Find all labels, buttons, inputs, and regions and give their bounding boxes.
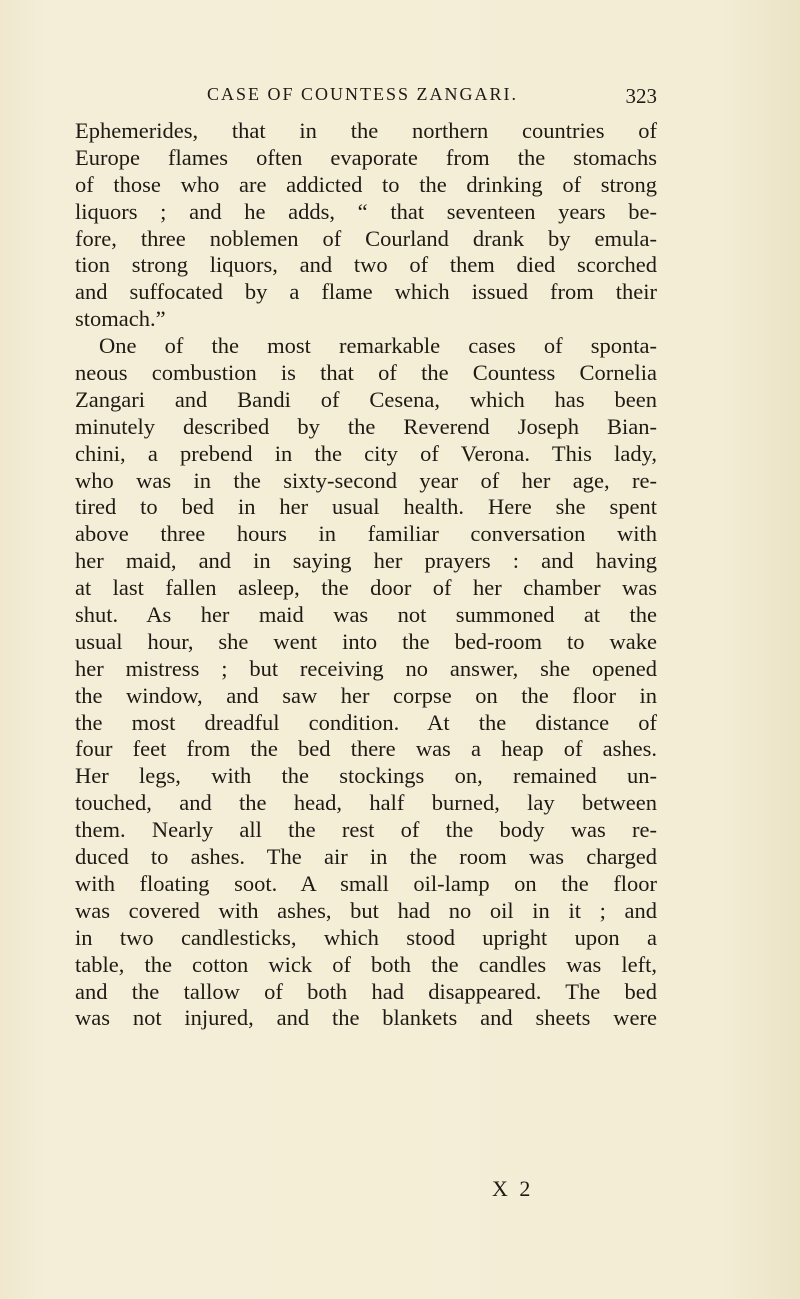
text-line: Her legs, with the stockings on, remained un- (75, 763, 657, 789)
text-line: usual hour, she went into the bed-room to wake (75, 628, 657, 654)
text-line: liquors ; and he adds, “ that seventeen years be- (75, 198, 657, 224)
text-line: the window, and saw her corpse on the floor in (75, 682, 657, 708)
text-line: and suffocated by a flame which issued from their (75, 279, 657, 305)
text-line: neous combustion is that of the Countess Cornelia (75, 360, 657, 386)
text-line: fore, three noblemen of Courland drank by emula- (75, 225, 657, 251)
text-line: with floating soot. A small oil-lamp on the floor (75, 870, 657, 896)
text-line: table, the cotton wick of both the candles was left, (75, 951, 657, 977)
text-line: of those who are addicted to the drinking of strong (75, 171, 657, 197)
signature-mark: X 2 (492, 1176, 534, 1201)
text-line: her maid, and in saying her prayers : and having (75, 548, 657, 574)
text-line: tion strong liquors, and two of them died scorched (75, 252, 657, 278)
text-line: them. Nearly all the rest of the body was re- (75, 817, 657, 843)
text-line: shut. As her maid was not summoned at the (75, 602, 657, 628)
text-line: chini, a prebend in the city of Verona. This lady, (75, 440, 657, 466)
text-line: Zangari and Bandi of Cesena, which has been (75, 386, 657, 412)
text-line: Europe flames often evaporate from the stomachs (75, 144, 657, 170)
text-line: stomach.” (75, 306, 166, 332)
text-line: four feet from the bed there was a heap of ashes. (75, 736, 657, 762)
text-line: the most dreadful condition. At the distance of (75, 709, 657, 735)
page-header (75, 84, 657, 114)
text-line: her mistress ; but receiving no answer, she opened (75, 655, 657, 681)
text-line: Ephemerides, that in the northern countries of (75, 118, 657, 143)
text-line: One of the most remarkable cases of sponta- (99, 333, 657, 359)
text-line: tired to bed in her usual health. Here she spent (75, 494, 657, 520)
running-head: CASE OF COUNTESS ZANGARI. (207, 84, 519, 104)
text-line: and the tallow of both had disappeared. The bed (75, 978, 657, 1004)
text-line: who was in the sixty-second year of her age, re- (75, 467, 657, 493)
text-line: was covered with ashes, but had no oil in it ; and (75, 897, 657, 923)
text-line: above three hours in familiar conversation with (75, 521, 657, 547)
text-line: duced to ashes. The air in the room was charged (75, 844, 657, 870)
text-line: touched, and the head, half burned, lay between (75, 790, 657, 816)
text-line: in two candlesticks, which stood upright upon a (75, 924, 657, 950)
text-line: minutely described by the Reverend Joseph Bian- (75, 413, 657, 439)
text-line: at last fallen asleep, the door of her chamber was (75, 575, 657, 601)
body-text (75, 118, 657, 1032)
page-number: 323 (625, 84, 657, 108)
text-line: was not injured, and the blankets and sheets were (75, 1005, 657, 1031)
